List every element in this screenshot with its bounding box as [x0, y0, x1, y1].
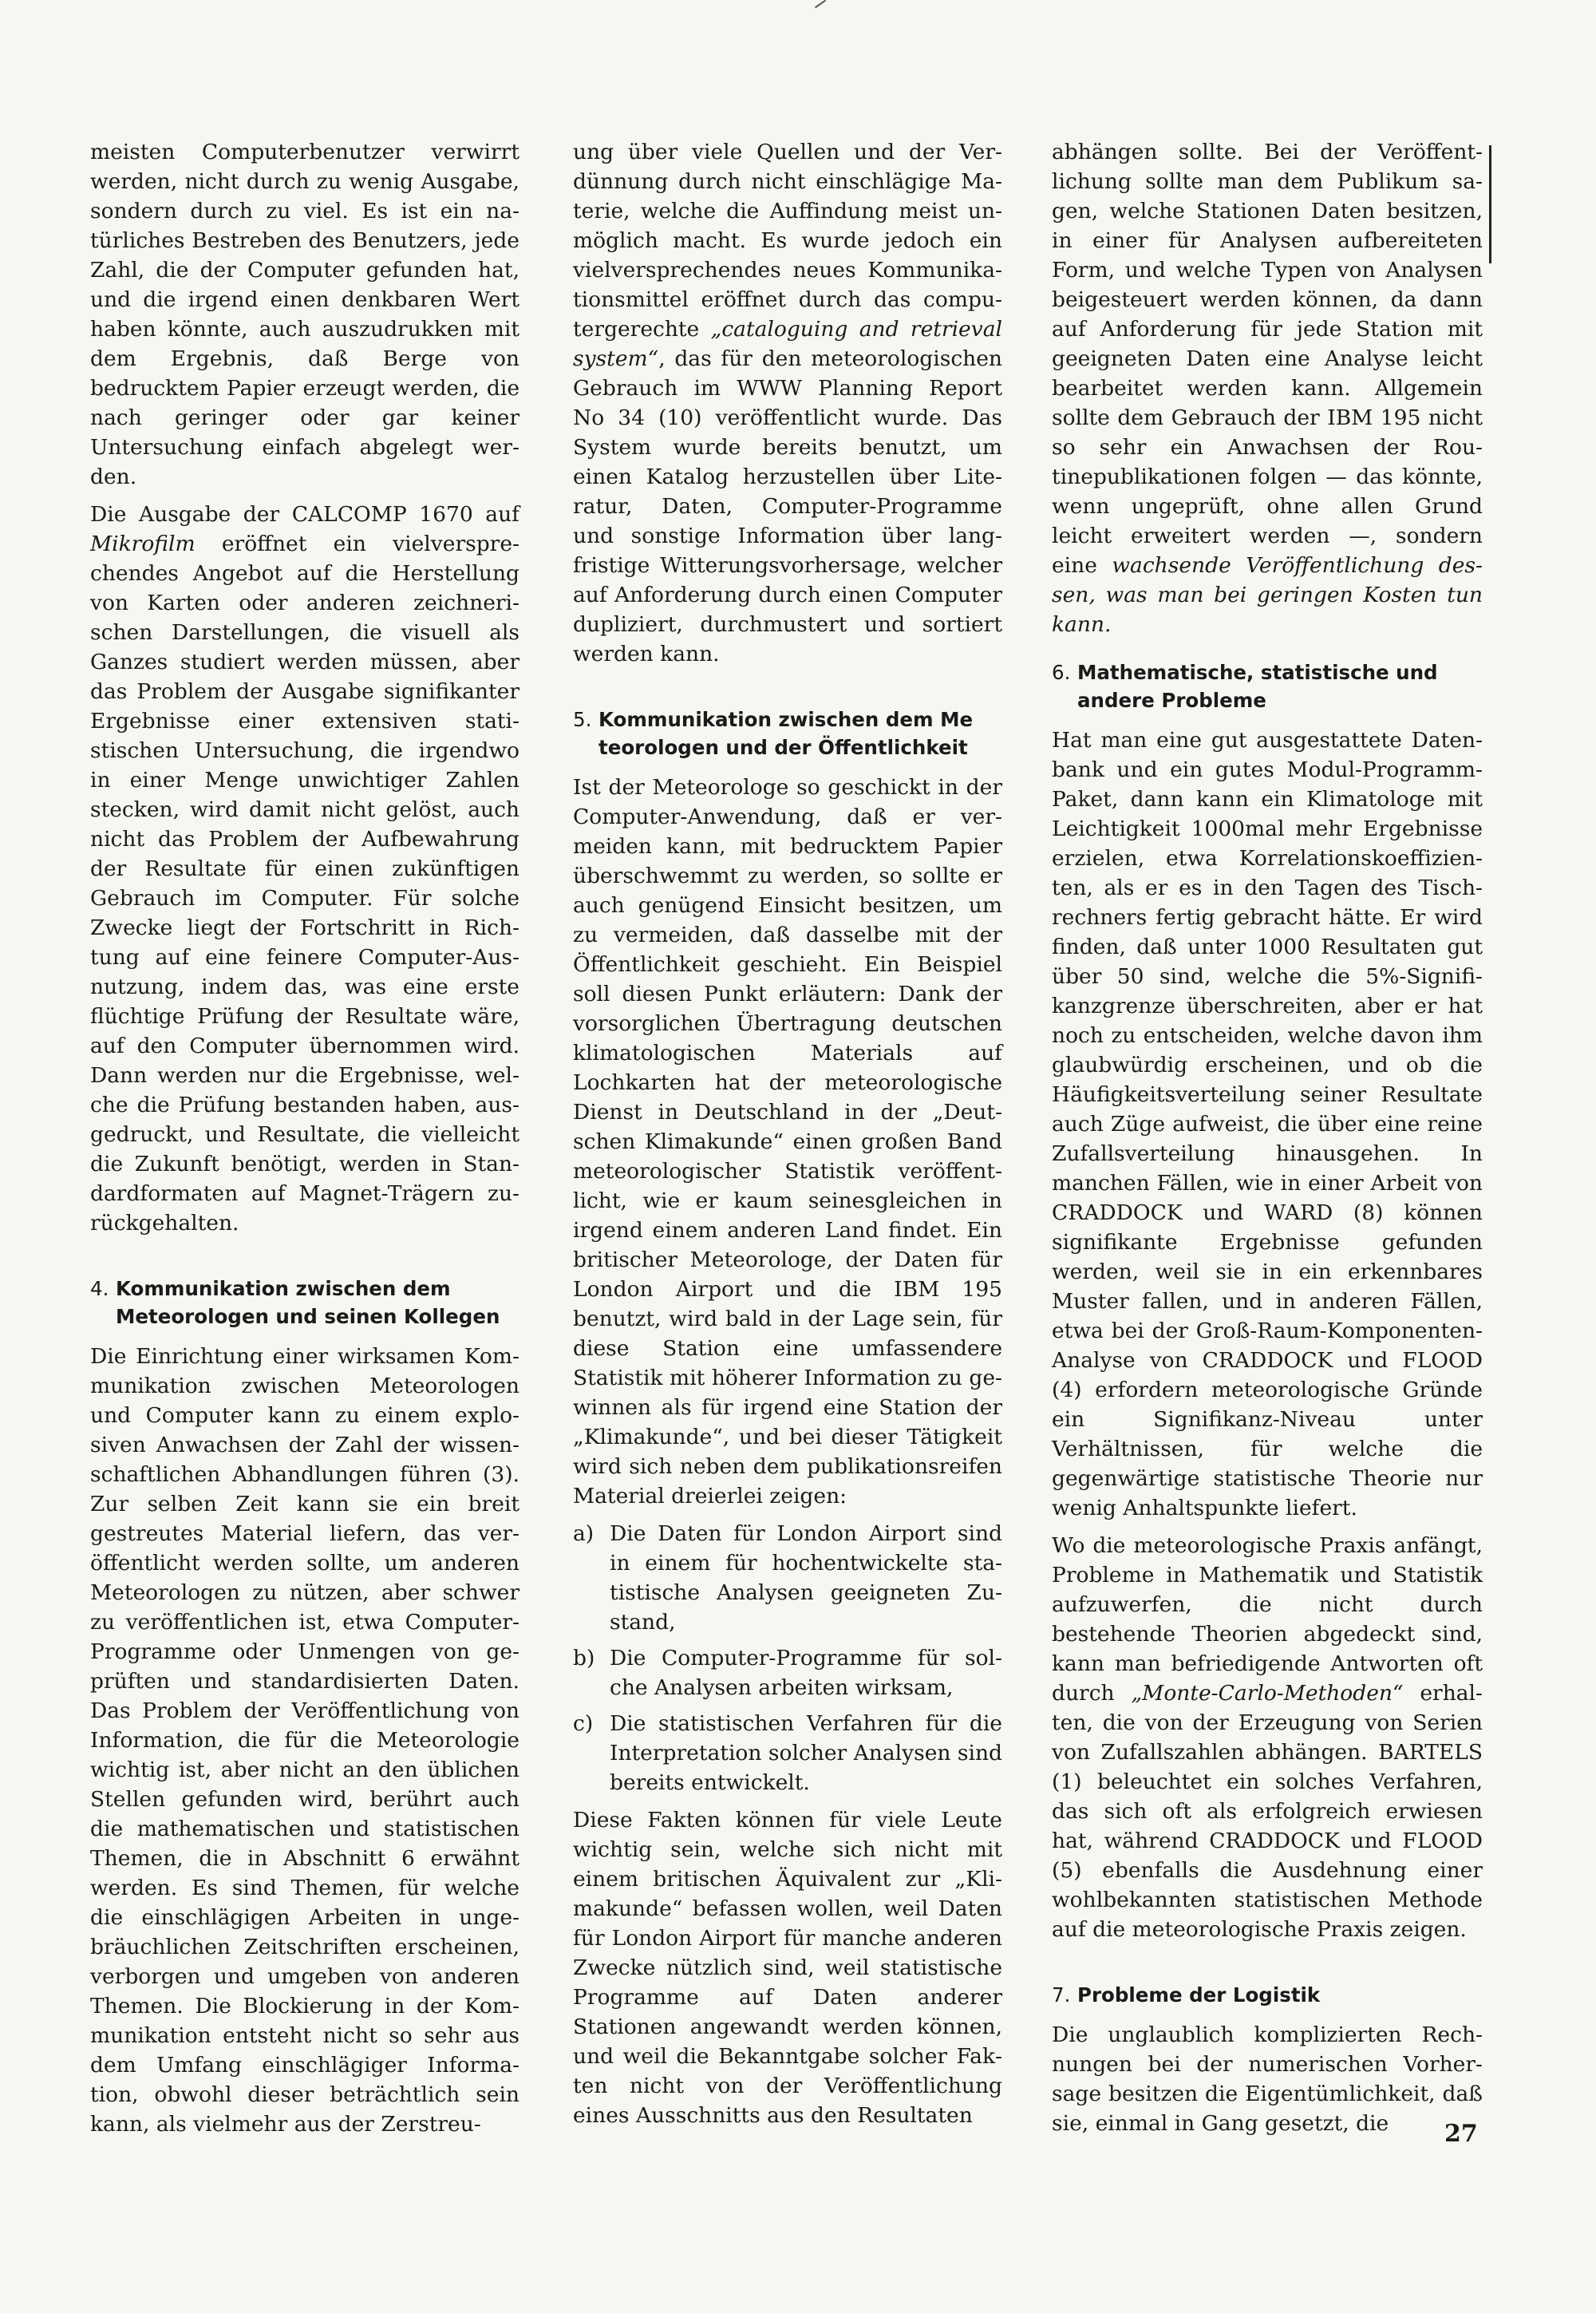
- emphasis: Mikrofilm: [90, 532, 196, 556]
- section-heading-6: 6. Mathematische, statistische und andere Probleme: [1052, 661, 1438, 712]
- paragraph: Ist der Meteorologe so geschickt in der Computer-Anwendung, daß er vermeiden kann, mit bedrucktem Papier überschwemmt zu werden, so sollte er auch genügend Einsicht besitzen, um zu vermeiden, daß dasselbe mit der Öffentlichkeit geschieht. Ein Beispiel soll diesen Punkt erläutern: Dank der vorsorglichen Übertragung deutschen klimatologischen Materials auf Lochkarten hat der meteorologische Dienst in Deutschland in der „Deutschen Klimakunde“ einen großen Band meteorologischer Statistik veröffentlicht, wie er kaum seinesgleichen in irgend einem anderen Land findet. Ein britischer Meteorologe, der Daten für London Airport und die IBM 195 benutzt, wird bald in der Lage sein, für diese Station eine umfassendere Statistik mit höherer Information zu gewinnen als für irgend eine Station der „Klimakunde“, und bei dieser Tätigkeit wird sich neben dem publikationsreifen Material dreierlei zeigen:: [573, 775, 1002, 1508]
- section-heading-7: 7. Probleme der Logistik: [1052, 1983, 1321, 2007]
- enumerated-list: [573, 1519, 1002, 1797]
- paragraph: ung über viele Quellen und der Verdünnung durch nicht einschlägige Materie, welche die Auffindung meist unmöglich macht. Es wurde jedoch ein vielversprechendes neues Kommunikationsmittel eröffnet durch das computergerechte „cataloguing and retrieval system“, das für den meteorologischen Gebrauch im WWW Planning Report No 34 (10) veröffentlicht wurde. Das System wurde bereits benutzt, um einen Katalog herzustellen über Literatur, Daten, Computer-Programme und sonstige Information über langfristige Witterungsvorhersage, welcher auf Anforderung durch einen Computer dupliziert, durchmustert und sortiert werden kann.: [573, 140, 1002, 666]
- paragraph: Die unglaublich komplizierten Rechnungen bei der numerischen Vorhersage besitzen die Eigentümlichkeit, daß sie, einmal in Gang gesetzt, die: [1052, 2022, 1483, 2136]
- paragraph: meisten Computerbenutzer verwirrt werden, nicht durch zu wenig Ausgabe, sondern durch zu viel. Es ist ein natürliches Bestreben des Benutzers, jede Zahl, die der Computer gefunden hat, und die irgend einen denkbaren Wert haben könnte, auch auszudrukken mit dem Ergebnis, daß Berge von bedrucktem Papier erzeugt werden, die nach geringer oder gar keiner Untersuchung einfach abgelegt werden.: [90, 140, 519, 489]
- list-item: c) Die statistischen Verfahren für die Interpretation solcher Analysen sind bereits entwickelt.: [573, 1711, 1002, 1795]
- column-2: [573, 137, 1002, 2130]
- page-number: 27: [1444, 2120, 1478, 2148]
- section-heading-5: 5. Kommunikation zwischen dem Me teorologen und der Öffentlichkeit: [573, 708, 974, 759]
- paragraph: Die Einrichtung einer wirksamen Kommunikation zwischen Meteorologen und Computer kann zu einem explosiven Anwachsen der Zahl der wissenschaftlichen Abhandlungen führen (3). Zur selben Zeit kann sie ein breit gestreutes Material liefern, das veröffentlicht werden sollte, um anderen Meteorologen zu nützen, aber schwer zu veröffentlichen ist, etwa Computer-Programme oder Unmengen von geprüften und standardisierten Daten. Das Problem der Veröffentlichung von Information, die für die Meteorologie wichtig ist, aber nicht an den üblichen Stellen gefunden wird, berührt auch die mathematischen und statistischen Themen, die in Abschnitt 6 erwähnt werden. Es sind Themen, für welche die einschlägigen Arbeiten in ungebräuchlichen Zeitschriften erscheinen, verborgen und umgeben von anderen Themen. Die Blockierung in der Kommunikation entsteht nicht so sehr aus dem Umfang einschlägiger Information, obwohl dieser beträchtlich sein kann, als vielmehr aus der Zerstreu-: [90, 1344, 519, 2137]
- emphasis: „Monte-Carlo-Methoden“: [1131, 1681, 1404, 1706]
- paragraph: Die Ausgabe der CALCOMP 1670 auf Mikrofilm eröffnet ein vielversprechendes Angebot auf die Herstellung von Karten oder anderen zeichnerischen Darstellungen, die visuell als Ganzes studiert werden müssen, aber das Problem der Ausgabe signifikanter Ergebnisse einer extensiven statistischen Untersuchung, die irgendwo in einer Menge unwichtiger Zahlen stecken, wird damit nicht gelöst, auch nicht das Problem der Aufbewahrung der Resultate für einen zukünftigen Gebrauch im Computer. Für solche Zwecke liegt der Fortschritt in Richtung auf eine feinere Computer-Ausnutzung, indem das, was eine erste flüchtige Prüfung der Resultate wäre, auf den Computer übernommen wird. Dann werden nur die Ergebnisse, welche die Prüfung bestanden haben, ausgedruckt, und Resultate, die vielleicht die Zukunft benötigt, werden in Standardformaten auf Magnet-Trägern zurückgehalten.: [90, 502, 519, 1236]
- column-3: [1052, 137, 1483, 2138]
- scan-mark: [815, 0, 826, 8]
- emphasis: „cataloguing and retrieval system“: [573, 317, 1002, 371]
- paragraph: Wo die meteorologische Praxis anfängt, Probleme in Mathematik und Statistik aufzuwerfen, die nicht durch bestehende Theorien abgedeckt sind, kann man befriedigende Antworten oft durch „Monte-Carlo-Methoden“ erhalten, die von der Erzeugung von Serien von Zufallszahlen abhängen. BARTELS (1) beleuchtet ein solches Verfahren, das sich oft als erfolgreich erwiesen hat, während CRADDOCK und FLOOD (5) ebenfalls die Ausdehnung einer wohlbekannten statistischen Methode auf die meteorologische Praxis zeigen.: [1052, 1533, 1483, 1942]
- margin-rule: [1489, 145, 1491, 263]
- paragraph: Hat man eine gut ausgestattete Datenbank und ein gutes Modul-Programm-Paket, dann kann ein Klimatologe mit Leichtigkeit 1000mal mehr Ergebnisse erzielen, etwa Korrelationskoeffizienten, als er es in den Tagen des Tischrechners fertig gebracht hätte. Er wird finden, daß unter 1000 Resultaten gut über 50 sind, welche die 5%-Signifikanzgrenze überschreiten, aber er hat noch zu entscheiden, welche davon ihm glaubwürdig erscheinen, und ob die Häufigkeitsverteilung seiner Resultate auch Züge aufweist, die über eine reine Zufallsverteilung hinausgehen. In manchen Fällen, wie in einer Arbeit von CRADDOCK und WARD (8) können signifikante Ergebnisse gefunden werden, weil sie in ein erkennbares Muster fallen, und in anderen Fällen, etwa bei der Groß-Raum-Komponenten-Analyse von CRADDOCK und FLOOD (4) erfordern meteorologische Gründe ein Signifikanz-Niveau unter Verhältnissen, für welche die gegenwärtige statistische Theorie nur wenig Anhaltspunkte liefert.: [1052, 728, 1483, 1520]
- column-1: [90, 137, 519, 2139]
- section-heading-4: 4. Kommunikation zwischen dem Meteorologen und seinen Kollegen: [90, 1277, 500, 1328]
- emphasis: wachsende Veröffentlichung dessen, was man bei geringen Kosten tun kann.: [1052, 553, 1483, 637]
- paragraph: Diese Fakten können für viele Leute wichtig sein, welche sich nicht mit einem britischen Äquivalent zur „Klimakunde“ befassen wollen, weil Daten für London Airport für manche anderen Zwecke nützlich sind, weil statistische Programme auf Daten anderer Stationen angewandt werden können, und weil die Bekanntgabe solcher Fakten nicht von der Veröffentlichung eines Ausschnitts aus den Resultaten: [573, 1808, 1002, 2128]
- paragraph: abhängen sollte. Bei der Veröffentlichung sollte man dem Publikum sagen, welche Stationen Daten besitzen, in einer für Analysen aufbereiteten Form, und welche Typen von Analysen beigesteuert werden können, da dann auf Anforderung für jede Station mit geeigneten Daten eine Analyse leicht bearbeitet werden kann. Allgemein sollte dem Gebrauch der IBM 195 nicht so sehr ein Anwachsen der Routinepublikationen folgen — das könnte, wenn ungeprüft, ohne allen Grund leicht erweitert werden —, sondern eine wachsende Veröffentlichung dessen, was man bei geringen Kosten tun kann.: [1052, 140, 1483, 637]
- list-item: a) Die Daten für London Airport sind in einem für hochentwickelte statistische Analysen geeigneten Zustand,: [573, 1521, 1002, 1635]
- list-item: b) Die Computer-Programme für solche Analysen arbeiten wirksam,: [573, 1646, 1002, 1700]
